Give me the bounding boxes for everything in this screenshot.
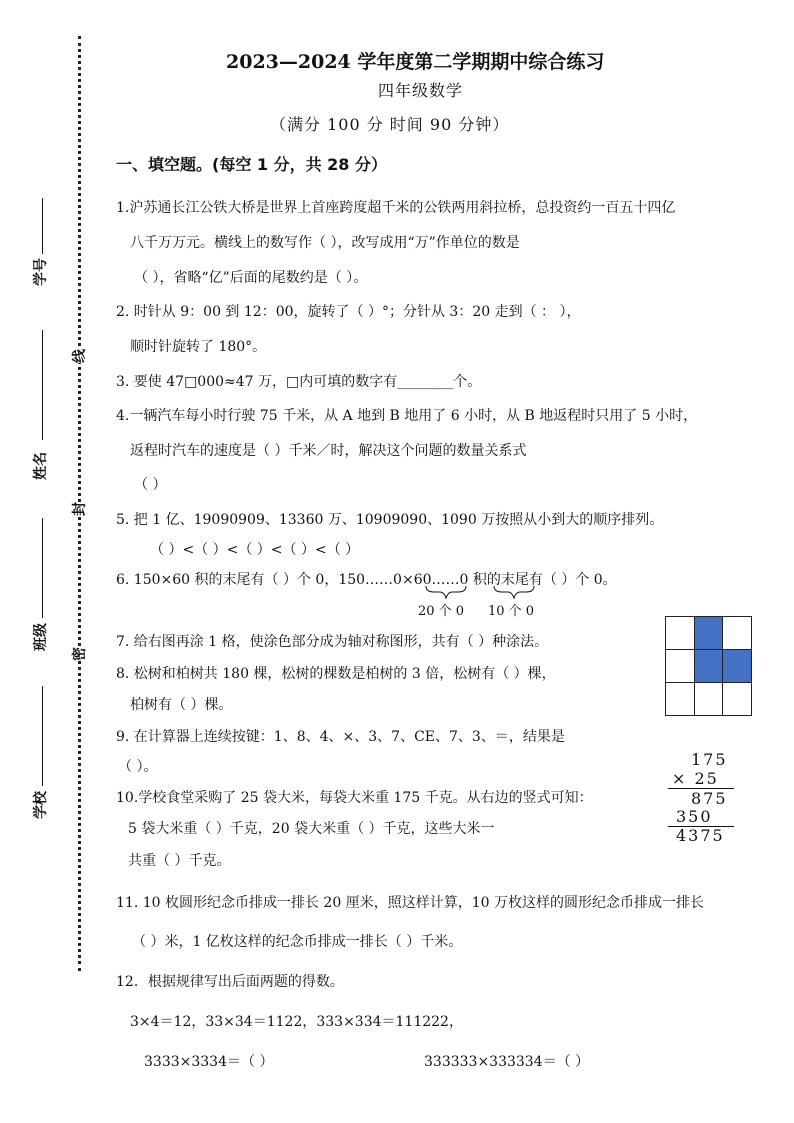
- q11-line1: 11. 10 枚圆形纪念币排成一排长 20 厘米，照这样计算，10 万枚这样的圆形纪念币排成一排长: [116, 895, 704, 911]
- class-line: [42, 518, 43, 618]
- grid-cell-filled: [723, 650, 752, 683]
- vcalc-multiplicand: 175: [691, 750, 728, 769]
- q5-line1: 5. 把 1 亿、19090909、13360 万、10909090、1090 万按照从小到大的顺序排列。: [116, 512, 664, 528]
- grid-cell: [723, 683, 752, 716]
- class-label: 班级: [33, 623, 49, 651]
- grid-cell-filled: [694, 650, 723, 683]
- vcalc-multiplier: × 25: [672, 769, 719, 788]
- grid-cell: [723, 617, 752, 650]
- grid-cell: [666, 617, 695, 650]
- q11-line2: （ ）米，1 亿枚这样的纪念币排成一排长（ ）千米。: [132, 934, 463, 950]
- q8-line1: 8. 松树和柏树共 180 棵，松树的棵数是柏树的 3 倍，松树有（ ）棵，: [116, 666, 556, 682]
- grid-cell: [666, 683, 695, 716]
- q2-line2: 顺时针旋转了 180°。: [130, 339, 267, 355]
- section-heading: 一、填空题。(每空 1 分，共 28 分）: [116, 155, 387, 174]
- q12-line1: 12．根据规律写出后面两题的得数。: [116, 974, 344, 990]
- student-id-line: [42, 198, 43, 254]
- q1-line3: （ ），省略“亿”后面的尾数约是（ ）。: [134, 270, 368, 286]
- grid-cell: [666, 650, 695, 683]
- vcalc-partial-1: 875: [691, 789, 728, 808]
- name-label: 姓名: [33, 452, 49, 480]
- grid-cell: [694, 683, 723, 716]
- school-line: [42, 686, 43, 786]
- q9-line1: 9. 在计算器上连续按键：1、8、4、×、3、7、CE、7、3、＝，结果是: [116, 729, 565, 745]
- q4-line2: 返程时汽车的速度是（ ）千米／时，解决这个问题的数量关系式: [130, 443, 527, 459]
- grid-figure: [665, 616, 752, 716]
- seal-char-seal: 封: [67, 502, 91, 516]
- q6-line1: 6. 150×60 积的末尾有（ ）个 0，150……0×60……0 积的末尾有（ ）个 0。: [116, 572, 617, 588]
- vcalc-product: 4375: [676, 826, 725, 845]
- q12-line3a: 3333×3334＝（ ）: [144, 1054, 274, 1070]
- q9-line2: （ ）。: [118, 759, 158, 775]
- seal-char-line: 线: [67, 349, 91, 363]
- q10-line1: 10.学校食堂采购了 25 袋大米，每袋大米重 175 千克。从右边的竖式可知：: [116, 790, 593, 806]
- q8-line2: 柏树有（ ）棵。: [130, 697, 233, 713]
- q10-line2: 5 袋大米重（ ）千克，20 袋大米重（ ）千克，这些大米一: [128, 821, 495, 837]
- q7-line1: 7. 给右图再涂 1 格，使涂色部分成为轴对称图形，共有（ ）种涂法。: [116, 634, 549, 650]
- q6-brace-right: [494, 586, 534, 598]
- vcalc-partial-2: 350: [676, 807, 713, 826]
- student-id-label: 学号: [33, 258, 49, 286]
- grid-cell-filled: [694, 617, 723, 650]
- q6-brace-label-1: 20 个 0: [418, 604, 465, 619]
- q10-line3: 共重（ ）千克。: [128, 853, 231, 869]
- q6-brace-left: [426, 586, 466, 598]
- q1-line1: 1.沪苏通长江公铁大桥是世界上首座跨度超千米的公铁两用斜拉桥，总投资约一百五十四亿: [116, 200, 676, 216]
- q3-line1: 3. 要使 47□000≈47 万，□内可填的数字有________个。: [116, 374, 482, 390]
- q4-line3: （ ）: [134, 477, 167, 493]
- q6-braces: [424, 584, 544, 600]
- seal-char-secret: 密: [67, 647, 91, 661]
- q5-line2: （ ）<（ ）<（ ）<（ ）<（ ）: [150, 542, 360, 558]
- name-line: [42, 330, 43, 440]
- q12-line2: 3×4＝12，33×34＝1122，333×334＝111222，: [130, 1014, 463, 1030]
- q4-line1: 4.一辆汽车每小时行驶 75 千米，从 A 地到 B 地用了 6 小时，从 B 地返程时只用了 5 小时，: [116, 408, 698, 424]
- q6-brace-label-2: 10 个 0: [488, 604, 535, 619]
- exam-meta: （满分 100 分 时间 90 分钟）: [270, 115, 510, 134]
- page-subtitle: 四年级数学: [378, 81, 464, 100]
- q1-line2: 八千万万元。横线上的数写作（ ），改写成用“万”作单位的数是: [130, 235, 520, 251]
- q12-line3b: 333333×333334＝（ ）: [424, 1054, 590, 1070]
- q2-line1: 2. 时针从 9：00 到 12：00，旋转了（ ）°；分针从 3：20 走到（ ： ），: [116, 304, 581, 320]
- page-title: 2023—2024 学年度第二学期期中综合练习: [226, 51, 605, 73]
- school-label: 学校: [33, 791, 49, 819]
